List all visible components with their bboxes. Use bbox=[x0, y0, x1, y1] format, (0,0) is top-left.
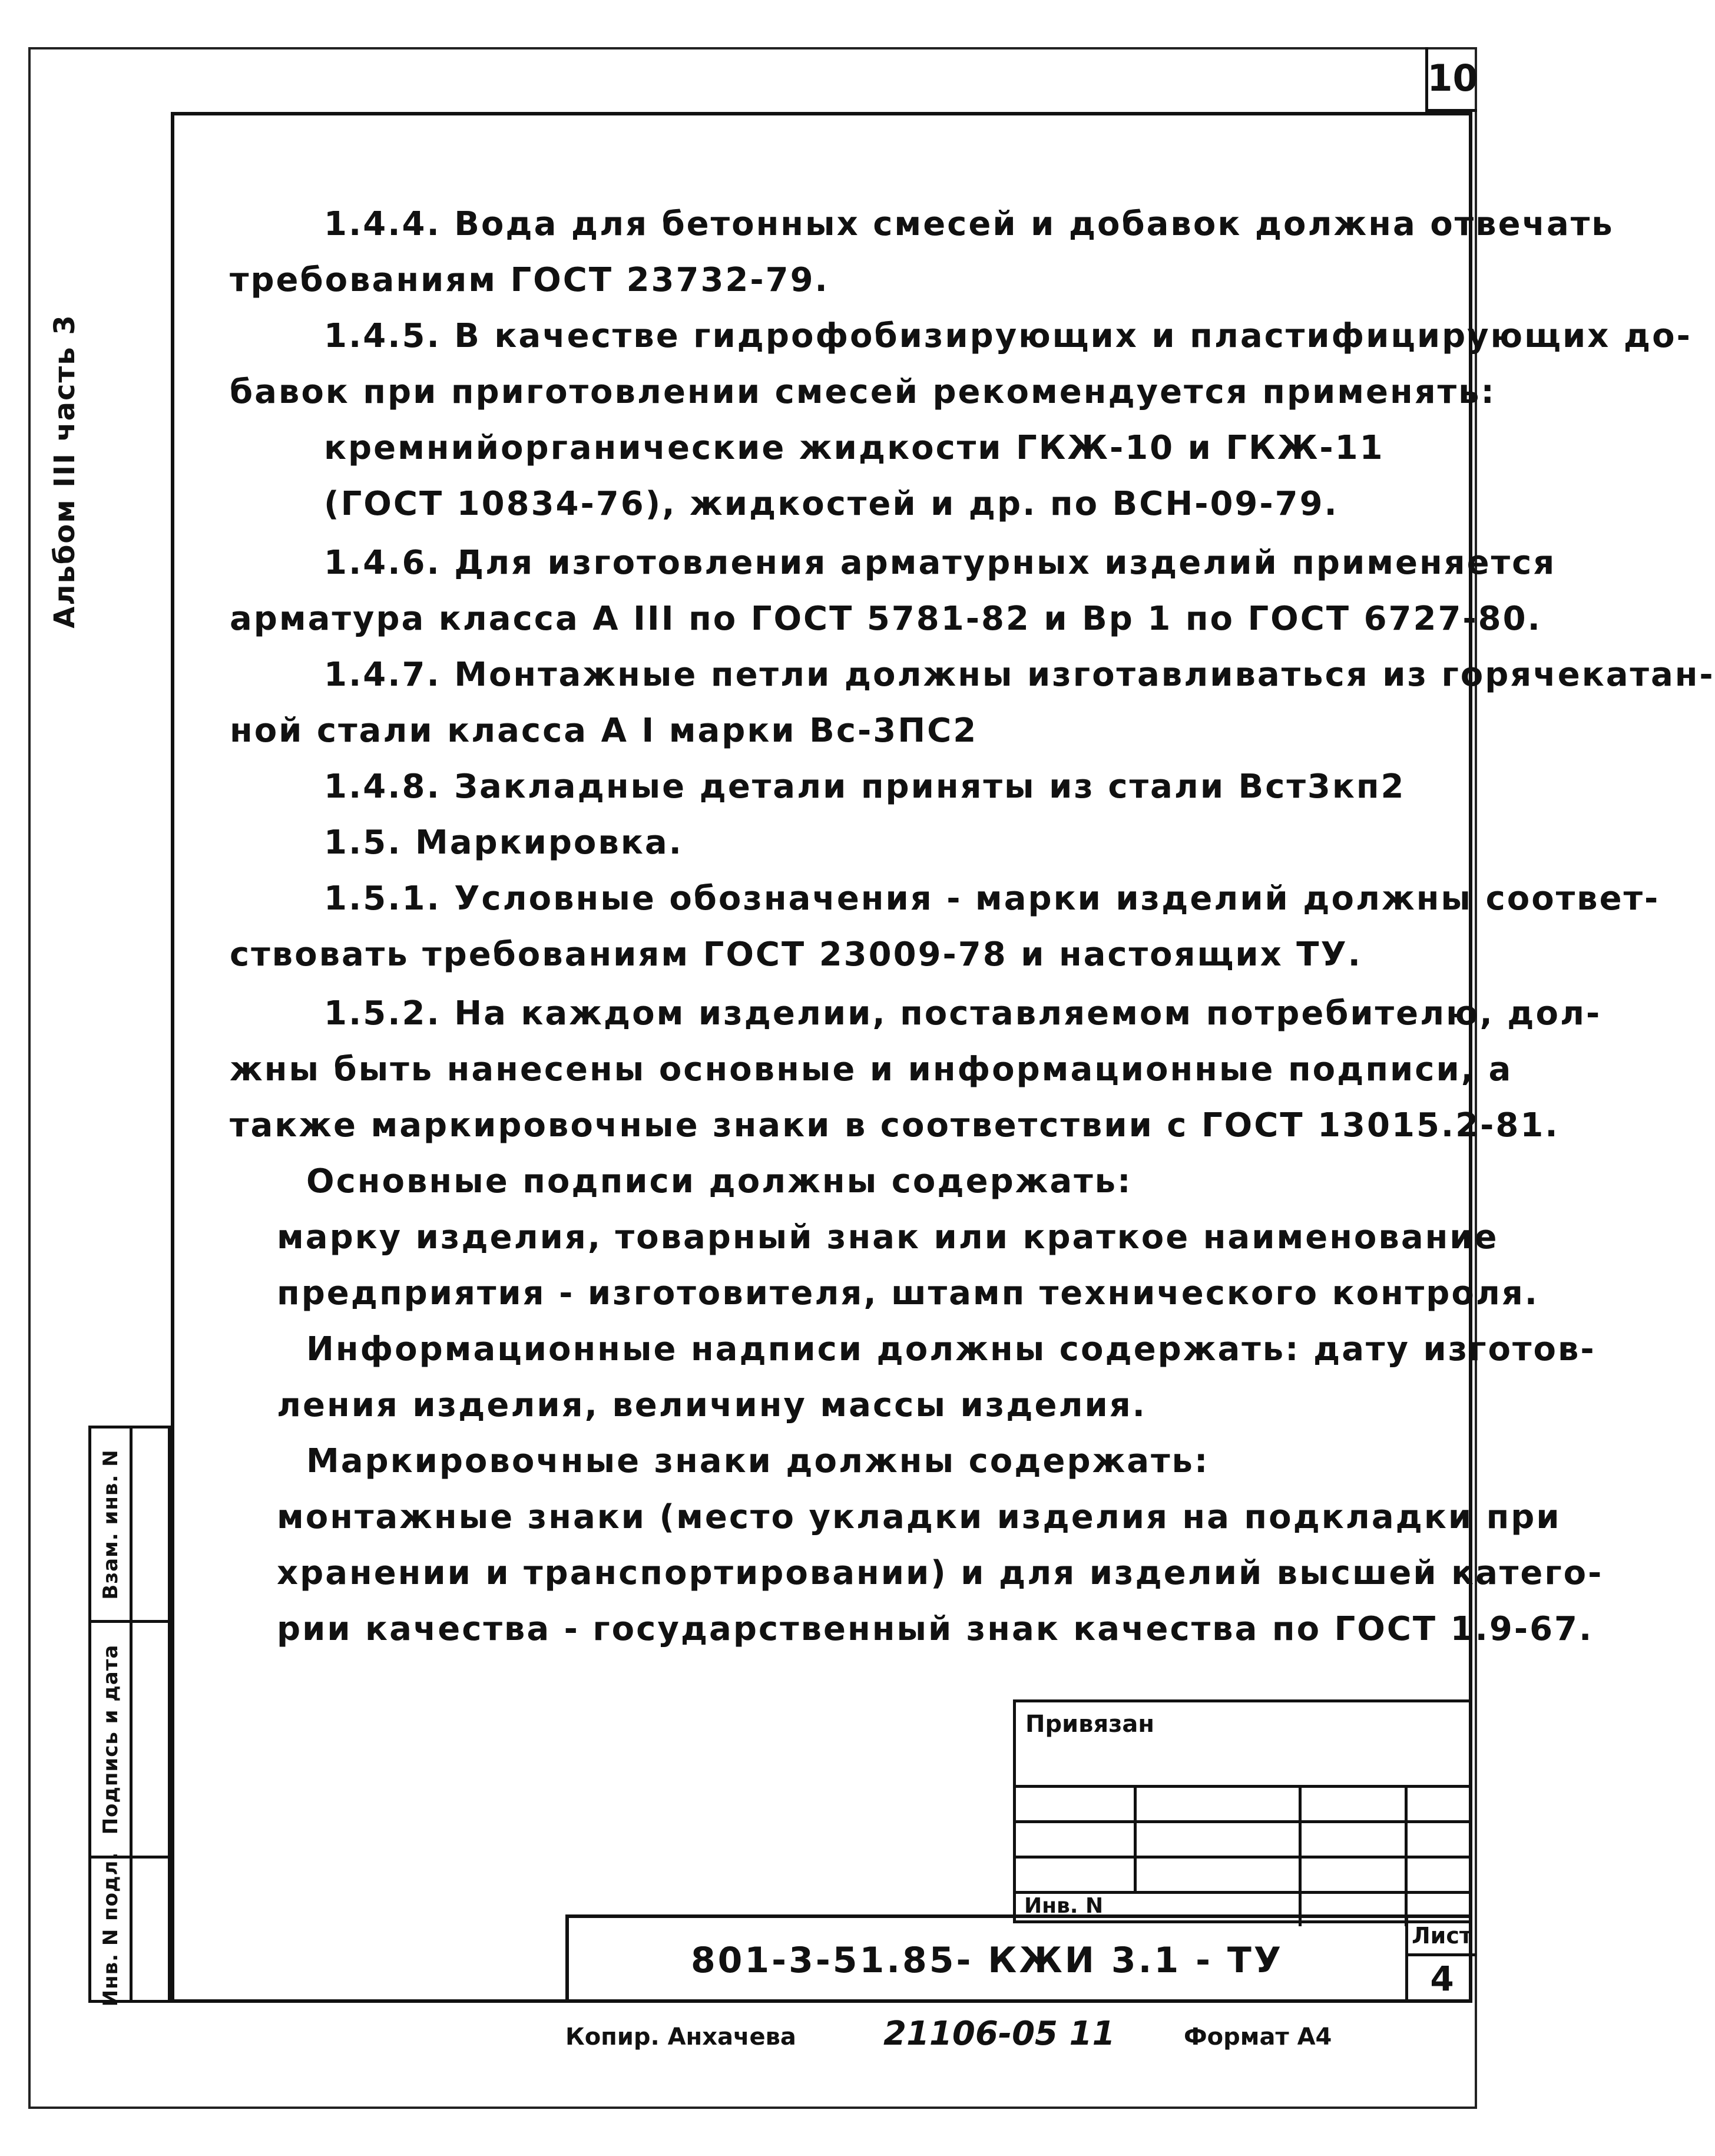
text-line: ления изделия, величину массы изделия. bbox=[277, 1386, 1147, 1424]
text-line: 1.5.1. Условные обозначения - марки изделий должны соответ- bbox=[324, 879, 1660, 918]
podpis-data-label: Подпись и дата bbox=[98, 1644, 122, 1834]
grid-line bbox=[1405, 1785, 1408, 1926]
text-line: жны быть нанесены основные и информационные подписи, а bbox=[230, 1050, 1513, 1089]
grid-line bbox=[1016, 1785, 1472, 1788]
binding-inv-label: Инв. N bbox=[1024, 1894, 1104, 1918]
text-line: Основные подписи должны содержать: bbox=[306, 1162, 1133, 1201]
binding-stamp bbox=[1013, 1699, 1472, 1923]
text-line: бавок при приготовлении смесей рекомендуется применять: bbox=[230, 373, 1496, 411]
side-stamp bbox=[88, 1426, 171, 2007]
page-number: 10 bbox=[1425, 47, 1477, 112]
order-number: 21106-05 11 bbox=[883, 2015, 1115, 2053]
text-line: предприятия - изготовителя, штамп технического контроля. bbox=[277, 1274, 1539, 1312]
text-line: хранении и транспортировании) и для изделий высшей катего- bbox=[277, 1554, 1604, 1592]
text-line: ной стали класса А I марки Вс-3ПС2 bbox=[230, 712, 978, 750]
side-cell-vzam bbox=[91, 1428, 130, 1623]
side-value-podpis bbox=[130, 1623, 171, 1859]
side-value-vzam bbox=[130, 1428, 171, 1623]
text-line: 1.4.5. В качестве гидрофобизирующих и пластифицирующих до- bbox=[324, 317, 1692, 355]
text-line: Маркировочные знаки должны содержать: bbox=[306, 1442, 1210, 1480]
side-cell-podpis bbox=[91, 1623, 130, 1859]
text-line: 1.4.6. Для изготовления арматурных изделий применяется bbox=[324, 544, 1557, 582]
inv-podl-label: Инв. N подл. bbox=[98, 1851, 122, 2007]
sheet-label: Лист bbox=[1408, 1918, 1476, 1956]
sheet-cell bbox=[1405, 1918, 1476, 2003]
text-line: 1.4.8. Закладные детали приняты из стали Вст3кп2 bbox=[324, 768, 1406, 806]
text-line: Информационные надписи должны содержать: дату изготов- bbox=[306, 1330, 1596, 1368]
side-stamp-col-labels bbox=[91, 1428, 133, 2007]
side-stamp-col-values bbox=[130, 1428, 171, 2000]
grid-line bbox=[1016, 1856, 1472, 1859]
text-line: рии качества - государственный знак качества по ГОСТ 1.9-67. bbox=[277, 1610, 1594, 1648]
text-line: также маркировочные знаки в соответствии с ГОСТ 13015.2-81. bbox=[230, 1106, 1560, 1145]
side-cell-inv-podl bbox=[91, 1851, 130, 2007]
text-line: марку изделия, товарный знак или краткое наименование bbox=[277, 1218, 1499, 1256]
text-line: ствовать требованиям ГОСТ 23009-78 и настоящих ТУ. bbox=[230, 935, 1362, 974]
binding-title: Привязан bbox=[1025, 1711, 1155, 1738]
text-line: кремнийорганические жидкости ГКЖ-10 и ГКЖ-11 bbox=[324, 429, 1385, 467]
text-line: 1.5.2. На каждом изделии, поставляемом потребителю, дол- bbox=[324, 994, 1602, 1033]
title-block bbox=[565, 1914, 1472, 2003]
album-label: Альбом III часть 3 bbox=[48, 314, 81, 629]
text-line: арматура класса А III по ГОСТ 5781-82 и Вр 1 по ГОСТ 6727-80. bbox=[230, 600, 1542, 638]
copied-by: Копир. Анхачева bbox=[565, 2023, 796, 2051]
document-code: 801-3-51.85- КЖИ 3.1 - ТУ bbox=[690, 1940, 1284, 1981]
text-line: 1.4.4. Вода для бетонных смесей и добавок должна отвечать bbox=[324, 205, 1614, 243]
grid-line bbox=[1016, 1820, 1472, 1823]
grid-line bbox=[1299, 1785, 1302, 1926]
text-line: (ГОСТ 10834-76), жидкостей и др. по ВСН-09-79. bbox=[324, 485, 1339, 523]
sheet-number: 4 bbox=[1430, 1959, 1454, 1999]
text-line: 1.4.7. Монтажные петли должны изготавливаться из горячекатан- bbox=[324, 656, 1715, 694]
vzam-inv-label: Взам. инв. N bbox=[98, 1449, 122, 1600]
side-value-inv-podl bbox=[130, 1859, 171, 2000]
format-label: Формат А4 bbox=[1184, 2023, 1332, 2051]
text-line: требованиям ГОСТ 23732-79. bbox=[230, 261, 829, 299]
text-line: монтажные знаки (место укладки изделия на подкладки при bbox=[277, 1498, 1561, 1536]
grid-line bbox=[1134, 1785, 1137, 1891]
section-heading: 1.5. Маркировка. bbox=[324, 824, 683, 862]
